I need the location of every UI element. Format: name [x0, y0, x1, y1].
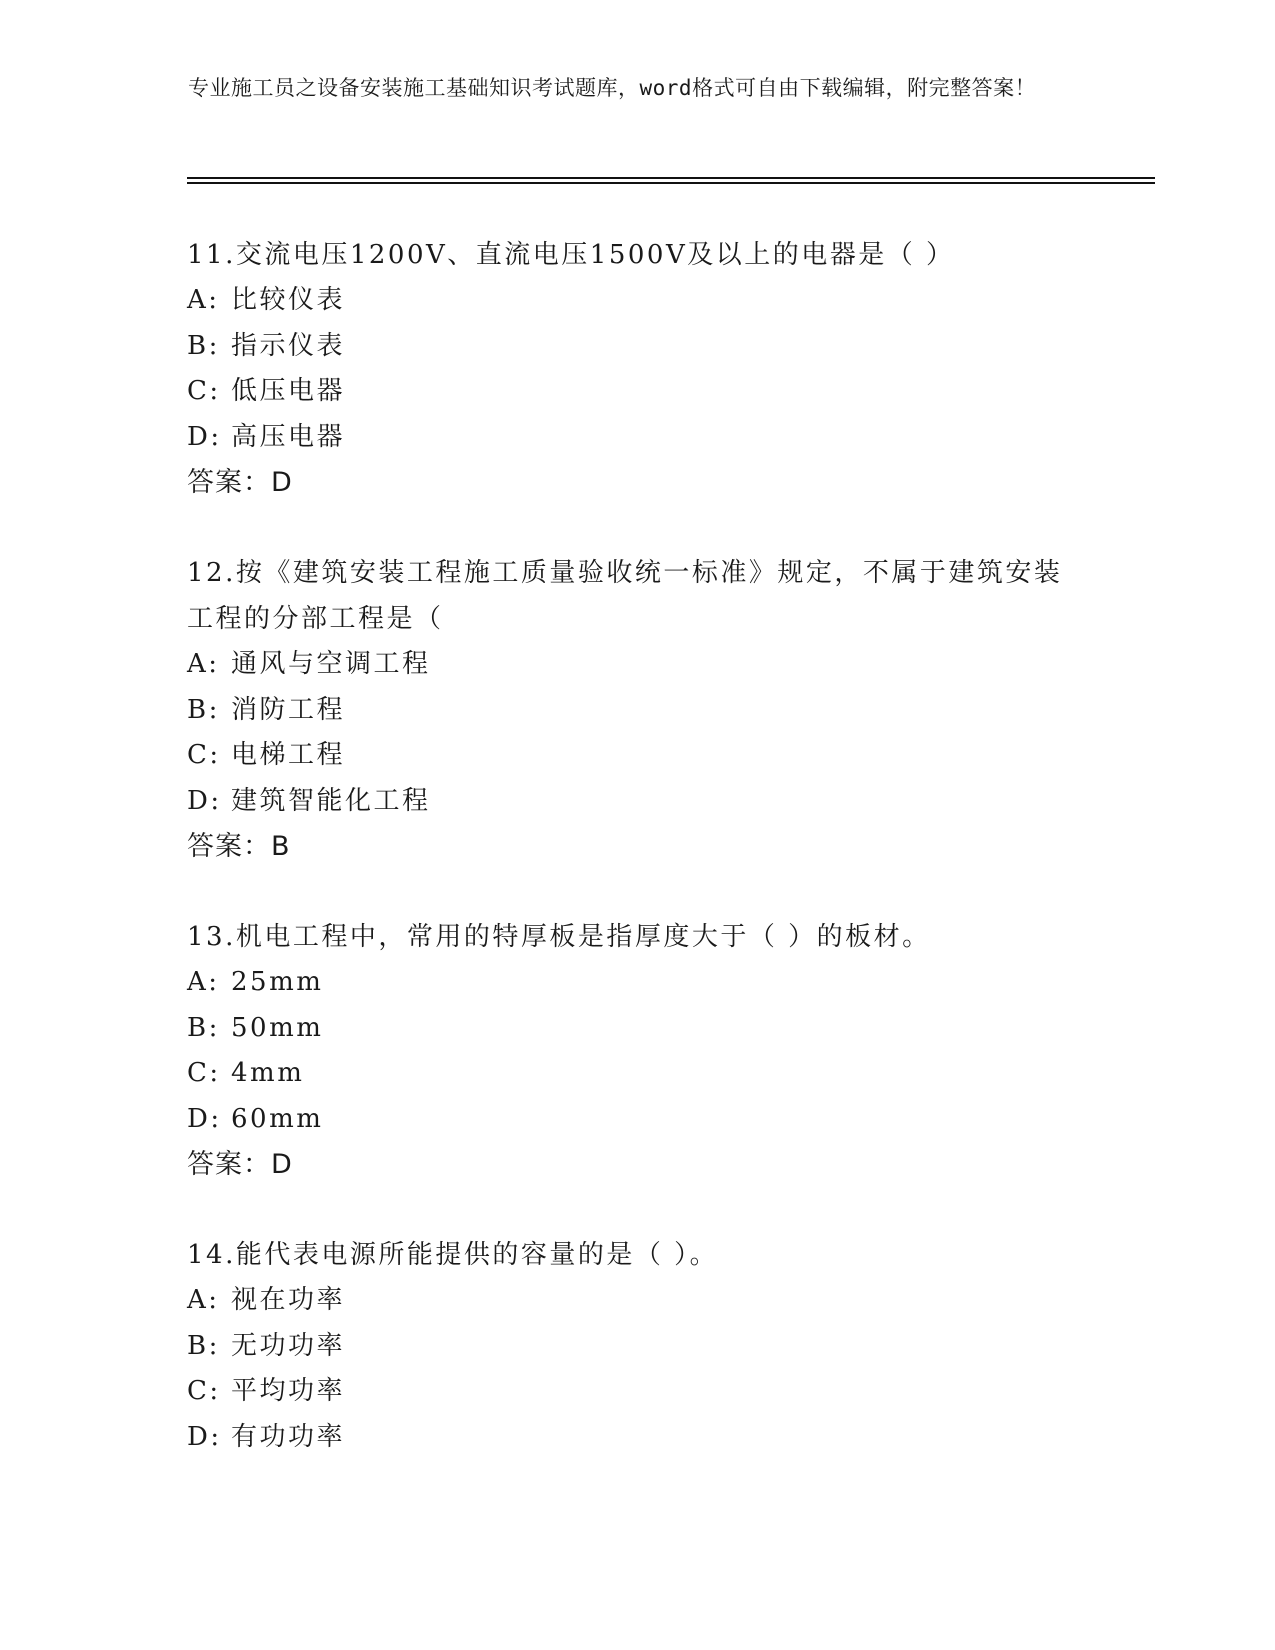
option-letter: C: — [187, 376, 221, 406]
option-letter: A: — [187, 1285, 220, 1315]
option-text: 有功功率 — [231, 1421, 346, 1452]
option-text: 4mm — [231, 1058, 305, 1088]
option-c — [187, 733, 1087, 779]
option-text: 指示仪表 — [231, 330, 346, 361]
header-rule-top — [187, 177, 1155, 179]
question-14 — [187, 1232, 1087, 1460]
option-d — [187, 1415, 1087, 1461]
option-text: 60mm — [231, 1103, 324, 1134]
option-text: 50mm — [231, 1012, 324, 1043]
option-d — [187, 779, 1087, 825]
option-text: 视在功率 — [231, 1285, 346, 1315]
option-text: 电梯工程 — [231, 740, 346, 770]
option-letter: D: — [187, 1103, 222, 1134]
question-list — [187, 232, 1087, 1504]
option-c — [187, 1051, 1087, 1097]
option-letter: B: — [187, 1330, 220, 1361]
option-letter: B: — [187, 1012, 220, 1043]
option-text: 高压电器 — [231, 421, 346, 452]
option-b — [187, 1006, 1087, 1052]
option-d — [187, 415, 1087, 461]
option-letter: D: — [187, 421, 222, 452]
question-text: 11.交流电压1200V、直流电压1500V及以上的电器是（ ） — [187, 240, 955, 270]
question-text: 13.机电工程中，常用的特厚板是指厚度大于（ ）的板材。 — [187, 922, 931, 952]
option-text: 比较仪表 — [231, 285, 346, 315]
option-letter: C: — [187, 1058, 221, 1088]
option-text: 平均功率 — [231, 1376, 346, 1406]
question-13 — [187, 914, 1087, 1188]
option-a — [187, 278, 1087, 324]
question-text: 12.按《建筑安装工程施工质量验收统一标准》规定，不属于建筑安装工程的分部工程是（ — [187, 558, 1063, 634]
option-text: 建筑智能化工程 — [231, 785, 431, 816]
question-text: 14.能代表电源所能提供的容量的是（ ）。 — [187, 1240, 719, 1270]
option-c — [187, 369, 1087, 415]
option-letter: A: — [187, 967, 220, 997]
header-rule-bottom — [187, 182, 1155, 184]
option-d — [187, 1097, 1087, 1143]
option-text: 无功功率 — [231, 1330, 346, 1361]
option-letter: C: — [187, 1376, 221, 1406]
option-b — [187, 1324, 1087, 1370]
question-12 — [187, 550, 1087, 870]
option-letter: D: — [187, 1421, 222, 1452]
option-letter: C: — [187, 740, 221, 770]
option-letter: B: — [187, 330, 220, 361]
option-letter: B: — [187, 694, 220, 725]
option-a — [187, 1278, 1087, 1324]
question-11 — [187, 232, 1087, 506]
answer: 答案：B — [187, 831, 291, 862]
option-letter: D: — [187, 785, 222, 816]
option-b — [187, 324, 1087, 370]
answer: 答案：D — [187, 1149, 293, 1180]
option-a — [187, 642, 1087, 688]
document-header: 专业施工员之设备安装施工基础知识考试题库，word格式可自由下载编辑，附完整答案！ — [188, 76, 1037, 100]
option-letter: A: — [187, 649, 220, 679]
option-letter: A: — [187, 285, 220, 315]
option-text: 25mm — [231, 967, 324, 997]
option-c — [187, 1369, 1087, 1415]
option-text: 消防工程 — [231, 694, 346, 725]
option-text: 低压电器 — [231, 376, 346, 406]
option-b — [187, 688, 1087, 734]
option-text: 通风与空调工程 — [231, 649, 431, 679]
answer: 答案：D — [187, 467, 293, 498]
option-a — [187, 960, 1087, 1006]
